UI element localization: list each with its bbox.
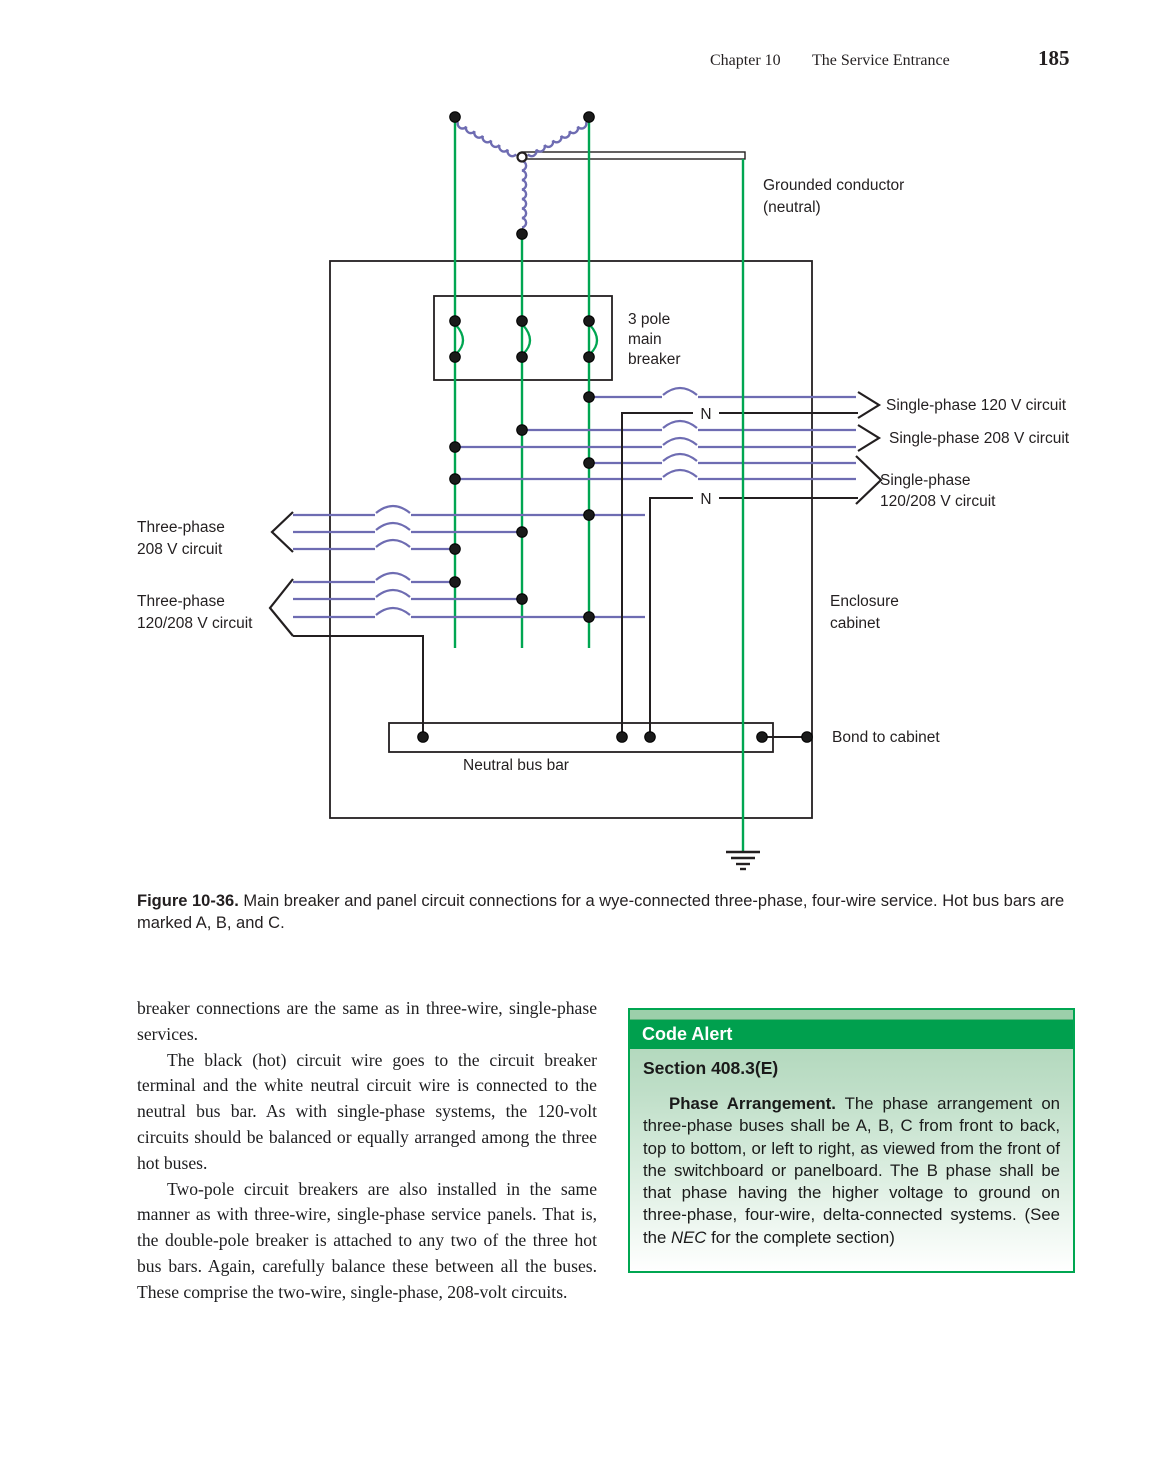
three-phase-208-label: Three-phase <box>137 519 225 536</box>
code-alert-body <box>630 1049 1073 1259</box>
neutral-n-label-lower: N <box>700 491 712 508</box>
three-phase-120-208-label: Three-phase <box>137 593 225 610</box>
enclosure-cabinet-label: Enclosure <box>830 593 899 610</box>
enclosure-cabinet-label-2: cabinet <box>830 615 880 632</box>
body-paragraph: Two-pole circuit breakers are also installed in the same manner as with three-wire, single-phase service panels. That is, the double-pole breaker is attached to any two of the three hot bus bars. Again, carefully balance these between all the buses. These comprise the two-wire, single-phase, 208-volt circuits. <box>137 1178 597 1302</box>
connection-dots <box>418 112 813 743</box>
code-alert-text-bold: Phase Arrangement. <box>669 1094 836 1113</box>
neutral-bus-bar <box>389 723 773 752</box>
wye-transformer-coils <box>456 122 588 228</box>
grounded-conductor-label: Grounded conductor <box>763 177 905 194</box>
code-alert-box <box>628 1008 1075 1273</box>
neutral-wires <box>293 413 858 737</box>
single-phase-208-label: Single-phase 208 V circuit <box>889 430 1070 447</box>
body-paragraph: The black (hot) circuit wire goes to the circuit breaker terminal and the white neutral circuit wire is connected to the neutral bus bar. As with single-phase systems, the 120-volt circuits should be balanced or equally arranged among the three hot buses. <box>137 1049 597 1173</box>
code-alert-header: Code Alert <box>630 1020 1073 1049</box>
hot-bus-bars <box>455 117 589 648</box>
code-alert-text-part2: for the complete section) <box>706 1227 895 1247</box>
body-paragraph: breaker connections are the same as in three-wire, single-phase services. <box>137 998 597 1044</box>
chapter-number: Chapter 10 <box>710 52 781 69</box>
three-phase-120-208-label-2: 120/208 V circuit <box>137 615 253 632</box>
single-phase-120-208-label-2: 120/208 V circuit <box>880 493 996 510</box>
main-breaker-label: 3 pole <box>628 311 671 328</box>
code-alert-section: Section 408.3(E) <box>643 1058 779 1078</box>
three-phase-208-label-2: 208 V circuit <box>137 541 223 558</box>
wye-center-node <box>518 153 527 162</box>
ground-icon <box>726 852 760 869</box>
main-breaker-label-2: main <box>628 331 662 348</box>
figure-caption-number: Figure 10-36. <box>137 892 239 910</box>
page-number: 185 <box>1038 46 1070 70</box>
branch-circuit-wires <box>293 388 856 617</box>
main-breaker-label-3: breaker <box>628 351 681 368</box>
grounded-conductor-label-2: (neutral) <box>763 199 821 216</box>
service-neutral-bar <box>522 152 745 159</box>
chapter-title: The Service Entrance <box>812 52 950 69</box>
neutral-n-label-upper: N <box>700 406 712 423</box>
figure-caption-text: Main breaker and panel circuit connections for a wye-connected three-phase, four-wire service. Hot bus bars are marked A, B, and C. <box>137 892 1065 932</box>
code-alert-top-strip <box>630 1010 1073 1020</box>
code-alert-text-nec: NEC <box>671 1227 707 1247</box>
neutral-bus-bar-label: Neutral bus bar <box>463 757 569 774</box>
code-alert-text <box>643 1093 1060 1249</box>
bond-to-cabinet-label: Bond to cabinet <box>832 729 940 746</box>
figure-caption <box>137 891 1074 934</box>
single-phase-120-208-label: Single-phase <box>880 472 971 489</box>
single-phase-120-label: Single-phase 120 V circuit <box>886 397 1067 414</box>
breaker-contact-arcs <box>456 325 597 354</box>
code-alert-text-part1: The phase arrangement on three-phase buses shall be A, B, C from front to back, top to bottom, or left to right, as viewed from the front of the switchboard or panelboard. The B phase shall be that phase having the higher voltage to ground on three-phase, four-wire, delta-connected systems. (See the <box>643 1094 1060 1247</box>
body-text-column <box>137 996 597 1306</box>
